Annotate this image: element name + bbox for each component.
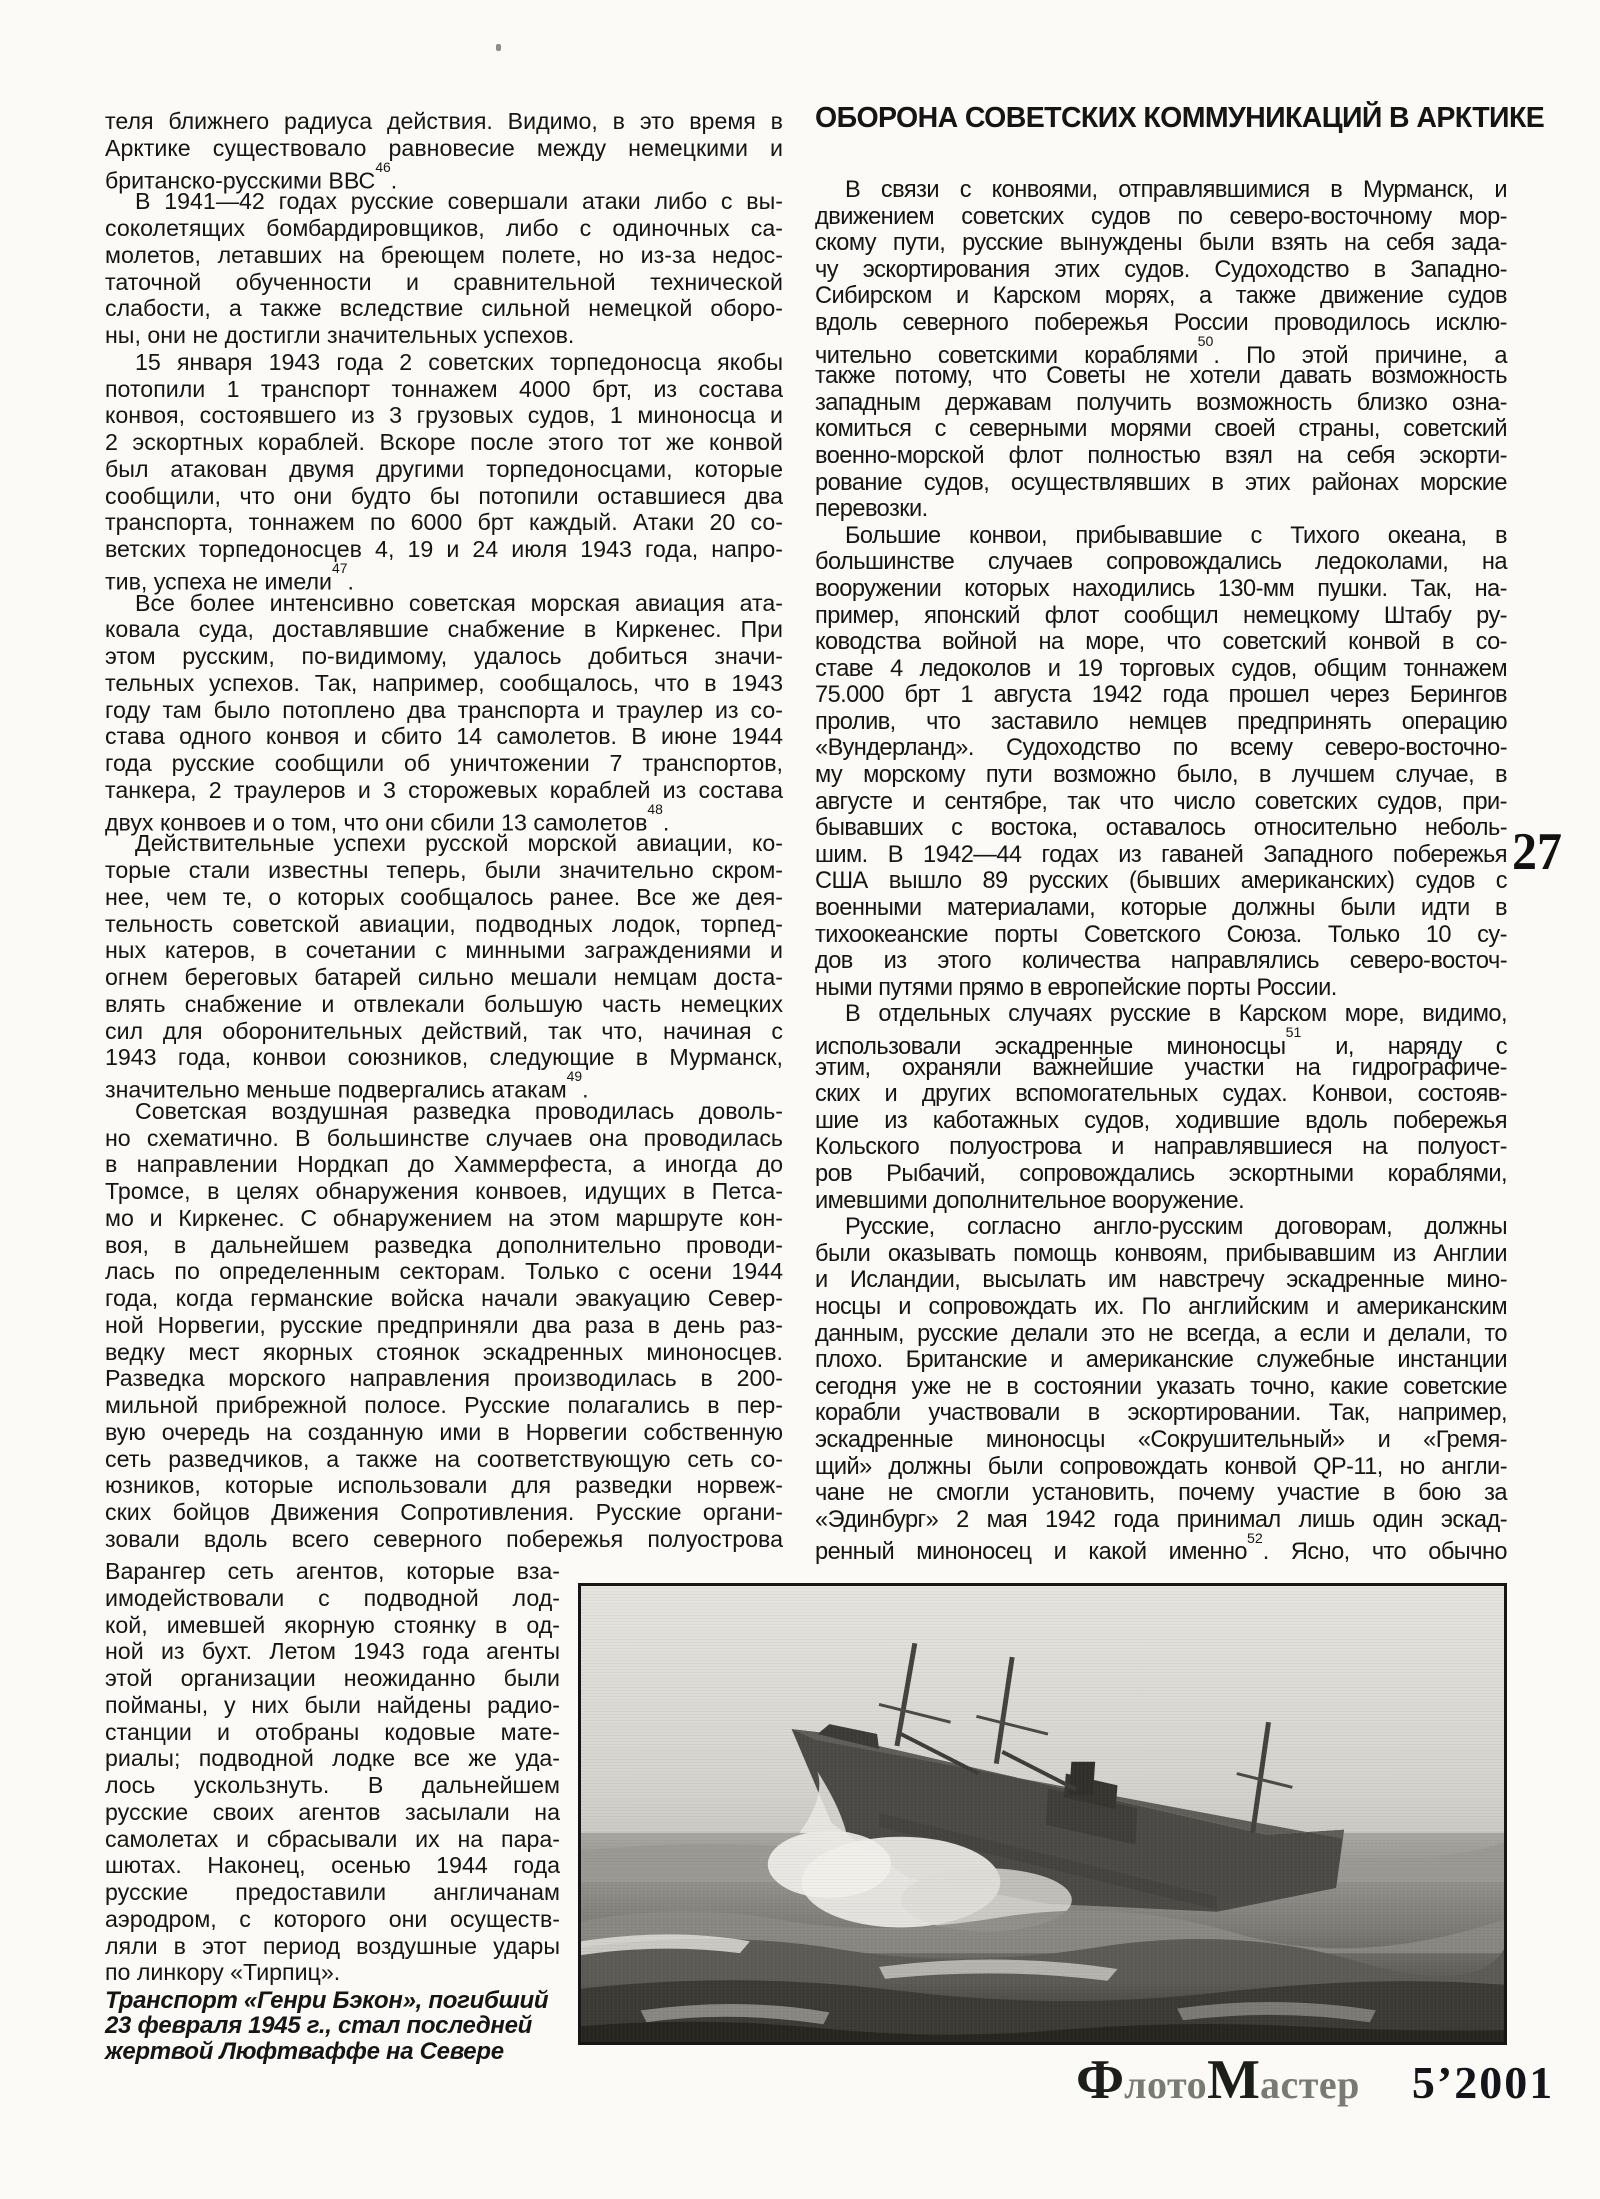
text-line: тихоокеанские порты Советского Союза. Только 10 су- (815, 921, 1507, 948)
text-line: вую очередь на созданную ими в Норвегии собственную (105, 1418, 783, 1445)
text-line: лось ускользнуть. В дальнейшем (105, 1772, 560, 1798)
text-line: Советская воздушная разведка проводилась доволь- (135, 1097, 783, 1124)
article-heading: ОБОРОНА СОВЕТСКИХ КОММУНИКАЦИЙ В АРКТИКЕ (815, 102, 1545, 134)
left-column-wide (105, 108, 783, 1553)
text-line: сообщили, что они будто бы потопили оставшиеся два (105, 482, 783, 509)
text-line: по линкору «Тирпиц». (105, 1959, 341, 1986)
text-line: влять снабжение и отвлекали большую часть немецких (105, 990, 783, 1017)
text-line: нее, чем те, о которых сообщалось ранее. Все же дея- (105, 883, 783, 910)
text-line: ренный миноносец и какой именно$^{52}$. Ясно, что обычно (815, 1530, 1507, 1566)
text-line: теля ближнего радиуса действия. Видимо, в это время в (105, 108, 783, 134)
text-line: военными материалами, которые должны были идти в (815, 895, 1507, 922)
text-line: шим. В 1942—44 годах из гаваней Западного побережья (815, 841, 1507, 868)
text-line: сил для оборонительных действий, так что, начиная с (105, 1017, 783, 1044)
text-line: чительно советскими кораблями$^{50}$. По этой причине, а (815, 333, 1507, 369)
photo-caption (105, 1988, 550, 2064)
text-line: ведку мест якорных стоянок эскадренных миноносцев. (105, 1338, 783, 1365)
text-line: рование судов, осуществлявших в этих районах морские (815, 469, 1507, 496)
text-line: имодействовали с подводной лод- (105, 1584, 560, 1611)
text-line: лась по определенным секторам. Только с осени 1944 (105, 1258, 783, 1285)
text-line: юзников, которые использовали для разведки норвеж- (105, 1472, 783, 1499)
text-line: вдоль северного побережья России проводилось исклю- (815, 309, 1507, 336)
text-line: «Вундерланд». Судоходство по всему северо-восточно- (815, 735, 1507, 762)
text-line: тельность советской авиации, подводных лодок, торпед- (105, 910, 783, 937)
text-line: ной из бухт. Летом 1943 года агенты (105, 1638, 560, 1665)
text-line: воя, в дальнейшем разведка дополнительно проводи- (105, 1231, 783, 1258)
text-line: мильной прибрежной полосе. Русские полагались в пер- (105, 1392, 783, 1418)
page-number: 27 (1512, 821, 1562, 881)
text-line: года, когда германские войска начали эвакуацию Север- (105, 1285, 783, 1311)
text-line: «Эдинбург» 2 мая 1942 года принимал лишь один эскад- (815, 1506, 1507, 1533)
text-line: этом русским, по-видимому, удалось добиться значи- (105, 643, 783, 669)
text-line: В связи с конвоями, отправлявшимися в Мурманск, и (845, 177, 1507, 203)
text-line: сеть разведчиков, а также на соответствующую сеть со- (105, 1445, 783, 1472)
text-line: Арктике существовало равновесие между немецкими и (105, 134, 783, 161)
text-line: кой, имевшей якорную стоянку в од- (105, 1611, 560, 1638)
text-line: Действительные успехи русской морской авиации, ко- (135, 830, 783, 857)
text-line: двух конвоев и о том, что они сбили 13 самолетов$^{48}$. (105, 800, 670, 836)
text-line: Все более интенсивно советская морская авиация ата- (135, 589, 783, 616)
text-line: тельных успехов. Так, например, сообщалось, что в 1943 (105, 669, 783, 696)
text-line: транспорта, тоннажем по 6000 брт каждый. Атаки 20 со- (105, 509, 783, 536)
text-line: Транспорт «Генри Бэкон», погибший (105, 1987, 549, 2014)
text-line: слабости, а также вследствие сильной немецкой оборо- (105, 295, 783, 322)
text-line: потопили 1 транспорт тоннажем 4000 брт, из состава (105, 375, 783, 402)
print-artifact-dot (496, 44, 501, 51)
text-line: данным, русские делали это не всегда, а если и делали, то (815, 1320, 1507, 1347)
text-line: бывавших с востока, оставалось относительно неболь- (815, 815, 1507, 842)
text-line: США вышло 89 русских (бывших американских) судов с (815, 868, 1507, 895)
text-line: В 1941—42 годах русские совершали атаки либо с вы- (135, 188, 783, 215)
text-line: чане не смогли установить, почему участие в бою за (815, 1480, 1507, 1507)
text-line: ной Норвегии, русские предприняли два раза в день раз- (105, 1311, 783, 1338)
text-line: таточной обученности и сравнительной технической (105, 268, 783, 295)
text-line: носцы и сопровождать их. По английским и американским (815, 1293, 1507, 1320)
text-line: вооружении которых находились 130-мм пушки. Так, на- (815, 575, 1507, 602)
text-line: комиться с северными морями своей страны, советский (815, 416, 1507, 443)
text-line: мо и Киркенес. С обнаружением на этом маршруте кон- (105, 1204, 783, 1231)
text-line: значительно меньше подвергались атакам$^{49}$. (105, 1068, 589, 1103)
text-line: Разведка морского направления производилась в 200- (105, 1365, 783, 1392)
text-line: риалы; подводной лодке все же уда- (105, 1745, 560, 1772)
logo-lower-2: астер (1260, 2062, 1360, 2107)
text-line: эскадренные миноносцы «Сокрушительный» и «Гремя- (815, 1426, 1507, 1453)
text-line: Кольского полуострова и направлявшиеся на полуост- (815, 1134, 1507, 1161)
ship-photo (578, 1583, 1507, 2045)
magazine-footer (1076, 2048, 1554, 2112)
text-line: но схематично. В большинстве случаев она проводилась (105, 1124, 783, 1151)
text-line: пример, японский флот сообщил немецкому Штабу ру- (815, 602, 1507, 629)
text-line: самолетах и сбрасывали их на пара- (105, 1825, 560, 1852)
logo-cap-m: М (1207, 2049, 1261, 2111)
text-line: большинстве случаев сопровождались ледоколами, на (815, 549, 1507, 576)
text-line: В отдельных случаях русские в Карском море, видимо, (845, 1001, 1507, 1028)
text-line: Тромсе, в целях обнаружения конвоев, идущих в Петса- (105, 1178, 783, 1204)
text-line: щий» должны были сопровождать конвой QP-11, но англи- (815, 1453, 1507, 1480)
text-line: ных катеров, в сочетании с минными заграждениями и (105, 937, 783, 964)
text-line: 23 февраля 1945 г., стал последней (105, 2012, 533, 2040)
text-line: ны, они не достигли значительных успехов. (105, 322, 575, 348)
text-line: были оказывать помощь конвоям, прибывавшим из Англии (815, 1240, 1507, 1267)
right-column-body (815, 177, 1507, 1566)
logo-cap-f: Ф (1076, 2049, 1125, 2111)
text-line: Сибирском и Карском морях, а также движение судов (815, 283, 1507, 310)
left-column-narrow (105, 1558, 560, 1986)
text-line: ляли в этот период воздушные удары (105, 1932, 560, 1959)
text-line: ров Рыбачий, сопровождались эскортными кораблями, (815, 1160, 1507, 1187)
text-line: ских и других вспомогательных судах. Конвои, состояв- (815, 1081, 1507, 1108)
text-line: ветских торпедоносцев 4, 19 и 24 июля 1943 года, напро- (105, 536, 783, 562)
text-line: был атакован двумя другими торпедоносцами, которые (105, 455, 783, 482)
text-line: торые стали известны теперь, были значительно скром- (105, 857, 783, 883)
text-line: станции и отобраны кодовые мате- (105, 1718, 560, 1745)
text-line: западным державам получить возможность близко озна- (815, 389, 1507, 416)
text-line: плохо. Британские и американские служебные инстанции (815, 1347, 1507, 1374)
text-line: тив, успеха не имели$^{47}$. (105, 560, 354, 595)
text-line: скому пути, русские вынуждены были взять на себя зада- (815, 230, 1507, 257)
text-line: молетов, летавших на бреющем полете, но из-за недос- (105, 241, 783, 268)
text-line: пролив, что заставило немцев предпринять операцию (815, 708, 1507, 735)
text-line: 2 эскортных кораблей. Вскоре после этого тот же конвой (105, 429, 783, 455)
text-line: перевозки. (815, 496, 928, 523)
text-line: использовали эскадренные миноносцы$^{51}$ и, наряду с (815, 1025, 1507, 1060)
text-line: ских бойцов Движения Сопротивления. Русские органи- (105, 1499, 783, 1525)
text-line: также потому, что Советы не хотели давать возможность (815, 363, 1507, 390)
text-line: этим, охраняли важнейшие участки на гидрографиче- (815, 1054, 1507, 1081)
text-line: русские своих агентов засылали на (105, 1798, 560, 1825)
text-line: августе и сентябре, так что число советских судов, при- (815, 788, 1507, 815)
text-line: соколетящих бомбардировщиков, либо с одиночных са- (105, 215, 783, 241)
logo-lower-1: лото (1124, 2062, 1208, 2107)
text-line: этой организации неожиданно были (105, 1665, 560, 1691)
text-line: Варангер сеть агентов, которые вза- (105, 1558, 560, 1584)
text-line: дов из этого количества направлялись северо-восточ- (815, 948, 1507, 975)
text-line: ковала суда, доставлявшие снабжение в Киркенес. При (105, 616, 783, 643)
text-line: британско-русскими ВВС$^{46}$. (105, 158, 398, 194)
text-line: жертвой Люфтваффе на Севере (105, 2037, 504, 2065)
text-line: ставе 4 ледоколов и 19 торговых судов, общим тоннажем (815, 655, 1507, 682)
text-line: чу эскортирования этих судов. Судоходство в Западно- (815, 256, 1507, 283)
text-line: 75.000 брт 1 августа 1942 года прошел через Берингов (815, 682, 1507, 709)
text-line: движением советских судов по северо-восточному мор- (815, 203, 1507, 230)
text-line: 1943 года, конвои союзников, следующие в Мурманск, (105, 1044, 783, 1071)
text-line: шие из каботажных судов, ходившие вдоль побережья (815, 1107, 1507, 1134)
text-line: пойманы, у них были найдены радио- (105, 1691, 560, 1718)
text-line: в направлении Нордкап до Хаммерфеста, а иногда до (105, 1151, 783, 1178)
magazine-logo (1076, 2048, 1360, 2112)
text-line: Большие конвои, прибывавшие с Тихого океана, в (845, 522, 1507, 549)
text-line: аэродром, с которого они осуществ- (105, 1905, 560, 1932)
text-line: танкера, 2 траулеров и 3 сторожевых кораблей из состава (105, 776, 783, 803)
text-line: ководства войной на море, что советский конвой в со- (815, 629, 1507, 656)
text-line: и Исландии, высылать им навстречу эскадренные мино- (815, 1267, 1507, 1294)
text-line: сегодня уже не в состоянии указать точно, какие советские (815, 1373, 1507, 1400)
text-line: му морскому пути возможно было, в лучшем случае, в (815, 762, 1507, 789)
text-line: ными путями прямо в европейские порты России. (815, 974, 1337, 1001)
text-line: русские предоставили англичанам (105, 1879, 560, 1905)
text-line: зовали вдоль всего северного побережья полуострова (105, 1525, 783, 1552)
text-line: военно-морской флот полностью взял на себя эскорти- (815, 442, 1507, 469)
text-line: шютах. Наконец, осенью 1944 года (105, 1852, 560, 1879)
text-line: 15 января 1943 года 2 советских торпедоносца якобы (135, 348, 783, 375)
text-line: году там было потоплено два транспорта и траулер из со- (105, 696, 783, 723)
text-line: конвоя, состоявшего из 3 грузовых судов, 1 миноносца и (105, 402, 783, 429)
text-line: огнем береговых батарей сильно мешали немцам доста- (105, 964, 783, 990)
ship-photo-art (581, 1586, 1504, 2042)
text-line: става одного конвоя и сбито 14 самолетов. В июне 1944 (105, 723, 783, 750)
text-line: Русские, согласно англо-русским договорам, должны (845, 1214, 1507, 1241)
text-line: имевшими дополнительное вооружение. (815, 1187, 1245, 1214)
issue-number: 5’2001 (1411, 2057, 1555, 2108)
text-line: года русские сообщили об уничтожении 7 транспортов, (105, 750, 783, 776)
text-line: корабли участвовали в эскортировании. Так, например, (815, 1400, 1507, 1427)
